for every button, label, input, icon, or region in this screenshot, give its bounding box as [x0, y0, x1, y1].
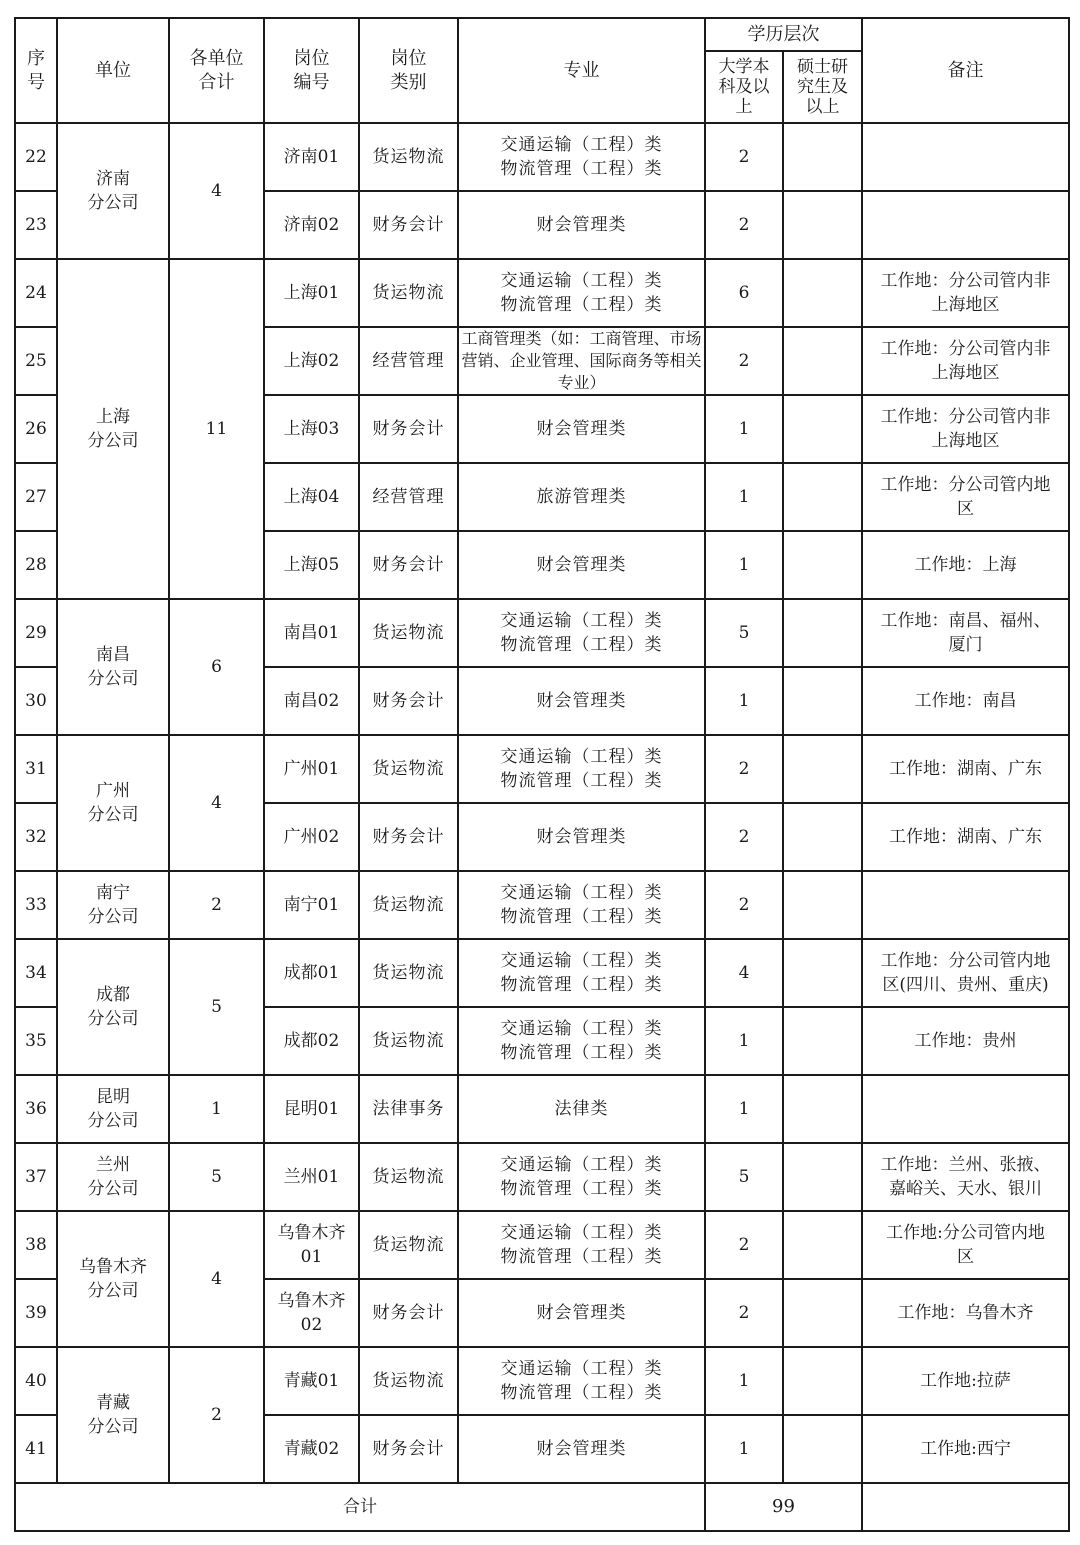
undergrad-count: 2 — [705, 803, 783, 871]
major: 旅游管理类 — [458, 463, 705, 531]
post-code: 成都02 — [264, 1007, 359, 1075]
unit-name: 兰州 分公司 — [57, 1143, 169, 1211]
unit-total: 5 — [169, 1143, 264, 1211]
post-type: 货运物流 — [359, 1007, 458, 1075]
unit-name: 济南 分公司 — [57, 123, 169, 259]
undergrad-count: 5 — [705, 599, 783, 667]
table-row — [15, 259, 1069, 327]
note: 工作地：分公司管内地 区(四川、贵州、重庆) — [862, 939, 1069, 1007]
major: 交通运输（工程）类 物流管理（工程）类 — [458, 259, 705, 327]
row-no: 39 — [15, 1279, 57, 1347]
unit-total: 6 — [169, 599, 264, 735]
post-type: 货运物流 — [359, 1143, 458, 1211]
post-code: 乌鲁木齐 01 — [264, 1211, 359, 1279]
undergrad-count: 2 — [705, 191, 783, 259]
header-post-code: 岗位 编号 — [264, 18, 359, 123]
row-no: 25 — [15, 327, 57, 395]
note: 工作地：湖南、广东 — [862, 735, 1069, 803]
master-count — [783, 1415, 862, 1483]
unit-total: 11 — [169, 259, 264, 599]
major: 财会管理类 — [458, 531, 705, 599]
post-code: 成都01 — [264, 939, 359, 1007]
undergrad-count: 1 — [705, 1075, 783, 1143]
note: 工作地：分公司管内非 上海地区 — [862, 259, 1069, 327]
row-no: 35 — [15, 1007, 57, 1075]
row-no: 26 — [15, 395, 57, 463]
major: 交通运输（工程）类 物流管理（工程）类 — [458, 735, 705, 803]
row-no: 31 — [15, 735, 57, 803]
post-type: 货运物流 — [359, 735, 458, 803]
master-count — [783, 463, 862, 531]
post-code: 南昌02 — [264, 667, 359, 735]
major: 法律类 — [458, 1075, 705, 1143]
row-no: 34 — [15, 939, 57, 1007]
unit-name: 昆明 分公司 — [57, 1075, 169, 1143]
note — [862, 191, 1069, 259]
unit-name: 乌鲁木齐 分公司 — [57, 1211, 169, 1347]
row-no: 22 — [15, 123, 57, 191]
post-code: 上海02 — [264, 327, 359, 395]
header-no: 序 号 — [15, 18, 57, 123]
unit-total: 4 — [169, 123, 264, 259]
undergrad-count: 1 — [705, 395, 783, 463]
major: 财会管理类 — [458, 395, 705, 463]
post-type: 货运物流 — [359, 871, 458, 939]
post-type: 财务会计 — [359, 1415, 458, 1483]
post-code: 济南01 — [264, 123, 359, 191]
major: 财会管理类 — [458, 803, 705, 871]
master-count — [783, 259, 862, 327]
row-no: 32 — [15, 803, 57, 871]
post-type: 财务会计 — [359, 667, 458, 735]
total-row — [15, 1483, 1069, 1531]
note: 工作地：南昌 — [862, 667, 1069, 735]
table-row — [15, 123, 1069, 191]
master-count — [783, 803, 862, 871]
row-no: 38 — [15, 1211, 57, 1279]
master-count — [783, 123, 862, 191]
row-no: 41 — [15, 1415, 57, 1483]
note: 工作地：分公司管内非 上海地区 — [862, 327, 1069, 395]
unit-total: 2 — [169, 1347, 264, 1483]
undergrad-count: 2 — [705, 327, 783, 395]
row-no: 40 — [15, 1347, 57, 1415]
header-note: 备注 — [862, 18, 1069, 123]
post-type: 经营管理 — [359, 327, 458, 395]
master-count — [783, 939, 862, 1007]
row-no: 29 — [15, 599, 57, 667]
post-type: 财务会计 — [359, 395, 458, 463]
master-count — [783, 531, 862, 599]
unit-total: 5 — [169, 939, 264, 1075]
master-count — [783, 1347, 862, 1415]
undergrad-count: 6 — [705, 259, 783, 327]
master-count — [783, 667, 862, 735]
post-code: 广州02 — [264, 803, 359, 871]
post-type: 货运物流 — [359, 599, 458, 667]
major: 交通运输（工程）类 物流管理（工程）类 — [458, 599, 705, 667]
undergrad-count: 1 — [705, 1347, 783, 1415]
unit-name: 青藏 分公司 — [57, 1347, 169, 1483]
row-no: 24 — [15, 259, 57, 327]
recruitment-table — [14, 17, 1070, 1532]
unit-name: 广州 分公司 — [57, 735, 169, 871]
master-count — [783, 1279, 862, 1347]
note — [862, 1075, 1069, 1143]
total-note — [862, 1483, 1069, 1531]
note — [862, 123, 1069, 191]
table-row — [15, 1075, 1069, 1143]
post-code: 上海03 — [264, 395, 359, 463]
post-type: 法律事务 — [359, 1075, 458, 1143]
undergrad-count: 1 — [705, 1415, 783, 1483]
unit-total: 4 — [169, 735, 264, 871]
major: 交通运输（工程）类 物流管理（工程）类 — [458, 1143, 705, 1211]
header-post-type: 岗位 类别 — [359, 18, 458, 123]
post-code: 青藏02 — [264, 1415, 359, 1483]
header-master: 硕士研 究生及 以上 — [783, 51, 862, 123]
undergrad-count: 1 — [705, 531, 783, 599]
undergrad-count: 1 — [705, 1007, 783, 1075]
undergrad-count: 2 — [705, 735, 783, 803]
row-no: 33 — [15, 871, 57, 939]
note: 工作地:拉萨 — [862, 1347, 1069, 1415]
undergrad-count: 2 — [705, 871, 783, 939]
unit-name: 南宁 分公司 — [57, 871, 169, 939]
note: 工作地：上海 — [862, 531, 1069, 599]
post-code: 上海05 — [264, 531, 359, 599]
major: 财会管理类 — [458, 667, 705, 735]
major: 交通运输（工程）类 物流管理（工程）类 — [458, 1347, 705, 1415]
post-code: 兰州01 — [264, 1143, 359, 1211]
table-row — [15, 871, 1069, 939]
note — [862, 871, 1069, 939]
major: 财会管理类 — [458, 191, 705, 259]
undergrad-count: 4 — [705, 939, 783, 1007]
undergrad-count: 1 — [705, 667, 783, 735]
note: 工作地:西宁 — [862, 1415, 1069, 1483]
master-count — [783, 1211, 862, 1279]
master-count — [783, 327, 862, 395]
post-type: 财务会计 — [359, 1279, 458, 1347]
undergrad-count: 2 — [705, 1211, 783, 1279]
unit-name: 成都 分公司 — [57, 939, 169, 1075]
master-count — [783, 395, 862, 463]
undergrad-count: 5 — [705, 1143, 783, 1211]
note: 工作地：分公司管内非 上海地区 — [862, 395, 1069, 463]
post-code: 南宁01 — [264, 871, 359, 939]
header-education: 学历层次 — [705, 18, 862, 51]
post-code: 南昌01 — [264, 599, 359, 667]
note: 工作地：湖南、广东 — [862, 803, 1069, 871]
total-count: 99 — [705, 1483, 862, 1531]
header-unit-total: 各单位 合计 — [169, 18, 264, 123]
major: 工商管理类（如：工商管理、市场营销、企业管理、国际商务等相关专业） — [458, 327, 705, 395]
master-count — [783, 871, 862, 939]
row-no: 36 — [15, 1075, 57, 1143]
post-code: 济南02 — [264, 191, 359, 259]
table-row — [15, 1347, 1069, 1415]
post-type: 货运物流 — [359, 939, 458, 1007]
post-type: 货运物流 — [359, 1347, 458, 1415]
major: 财会管理类 — [458, 1279, 705, 1347]
major: 交通运输（工程）类 物流管理（工程）类 — [458, 123, 705, 191]
note: 工作地：兰州、张掖、 嘉峪关、天水、银川 — [862, 1143, 1069, 1211]
post-type: 货运物流 — [359, 1211, 458, 1279]
table-body — [15, 123, 1069, 1483]
post-code: 上海04 — [264, 463, 359, 531]
post-code: 昆明01 — [264, 1075, 359, 1143]
note: 工作地：分公司管内地 区 — [862, 463, 1069, 531]
unit-name: 上海 分公司 — [57, 259, 169, 599]
major: 交通运输（工程）类 物流管理（工程）类 — [458, 939, 705, 1007]
major: 交通运输（工程）类 物流管理（工程）类 — [458, 1211, 705, 1279]
header-unit: 单位 — [57, 18, 169, 123]
undergrad-count: 1 — [705, 463, 783, 531]
header-undergrad: 大学本 科及以 上 — [705, 51, 783, 123]
master-count — [783, 1143, 862, 1211]
note: 工作地：乌鲁木齐 — [862, 1279, 1069, 1347]
post-code: 上海01 — [264, 259, 359, 327]
unit-total: 2 — [169, 871, 264, 939]
post-type: 财务会计 — [359, 191, 458, 259]
post-type: 货运物流 — [359, 123, 458, 191]
master-count — [783, 191, 862, 259]
row-no: 23 — [15, 191, 57, 259]
post-type: 经营管理 — [359, 463, 458, 531]
post-type: 财务会计 — [359, 531, 458, 599]
unit-total: 4 — [169, 1211, 264, 1347]
table-row — [15, 1211, 1069, 1279]
master-count — [783, 599, 862, 667]
post-type: 财务会计 — [359, 803, 458, 871]
header-row-top — [15, 18, 1069, 51]
note: 工作地:分公司管内地 区 — [862, 1211, 1069, 1279]
row-no: 37 — [15, 1143, 57, 1211]
post-code: 乌鲁木齐 02 — [264, 1279, 359, 1347]
table-row — [15, 599, 1069, 667]
row-no: 28 — [15, 531, 57, 599]
master-count — [783, 1007, 862, 1075]
master-count — [783, 1075, 862, 1143]
major: 财会管理类 — [458, 1415, 705, 1483]
note: 工作地：南昌、福州、 厦门 — [862, 599, 1069, 667]
undergrad-count: 2 — [705, 123, 783, 191]
undergrad-count: 2 — [705, 1279, 783, 1347]
table-row — [15, 1143, 1069, 1211]
total-label: 合计 — [15, 1483, 705, 1531]
major: 交通运输（工程）类 物流管理（工程）类 — [458, 1007, 705, 1075]
post-code: 广州01 — [264, 735, 359, 803]
row-no: 27 — [15, 463, 57, 531]
post-code: 青藏01 — [264, 1347, 359, 1415]
note: 工作地：贵州 — [862, 1007, 1069, 1075]
unit-name: 南昌 分公司 — [57, 599, 169, 735]
row-no: 30 — [15, 667, 57, 735]
post-type: 货运物流 — [359, 259, 458, 327]
unit-total: 1 — [169, 1075, 264, 1143]
table-row — [15, 939, 1069, 1007]
major: 交通运输（工程）类 物流管理（工程）类 — [458, 871, 705, 939]
master-count — [783, 735, 862, 803]
header-major: 专业 — [458, 18, 705, 123]
table-row — [15, 735, 1069, 803]
